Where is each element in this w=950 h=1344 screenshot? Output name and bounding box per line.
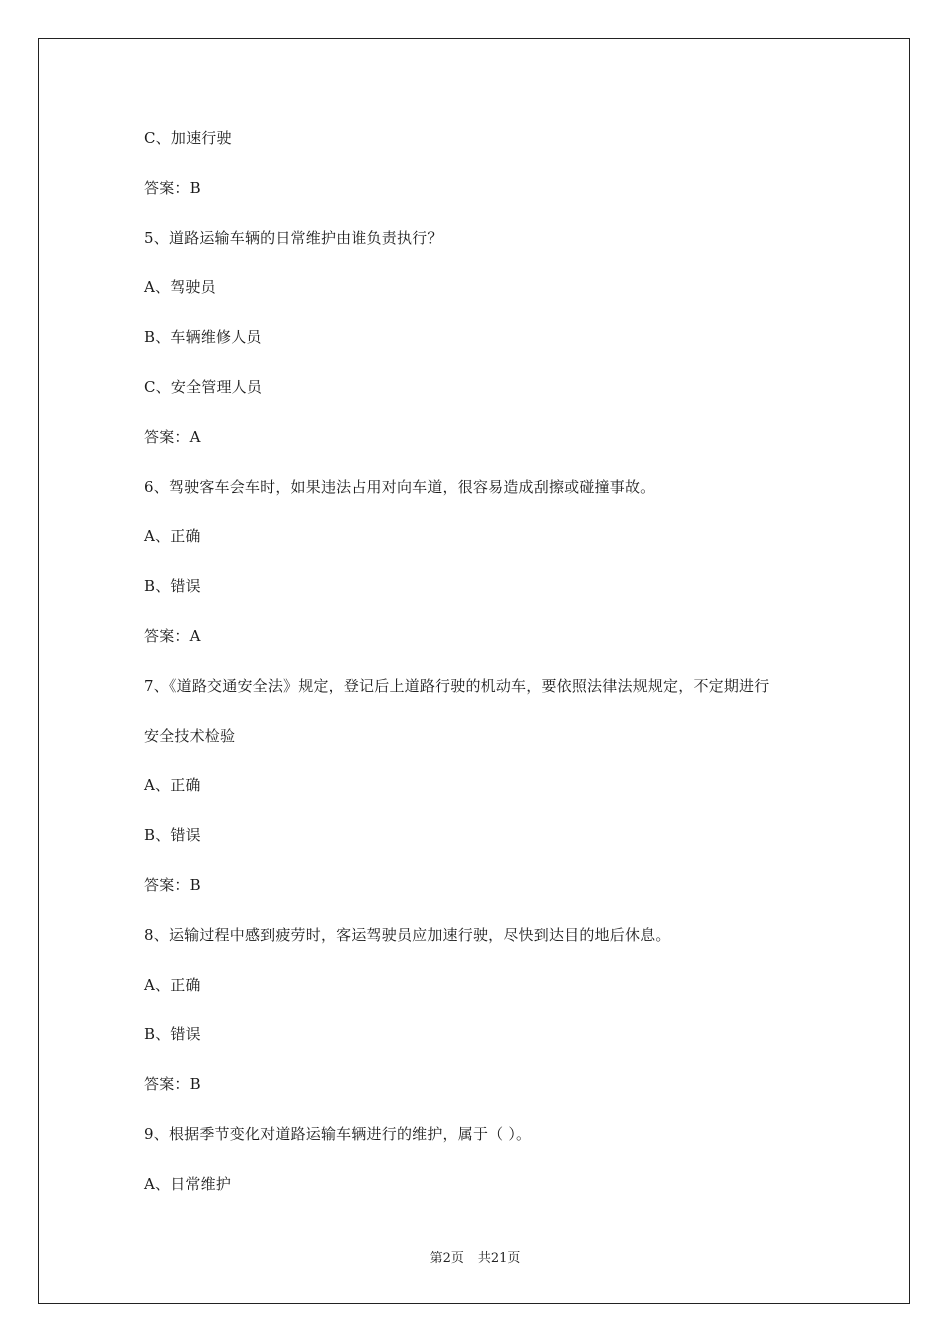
answer-q8: 答案：B (144, 1075, 201, 1094)
option-a-q6: A、正确 (144, 527, 201, 546)
option-b-q5: B、车辆维修人员 (144, 328, 262, 347)
option-c-q5: C、安全管理人员 (144, 377, 263, 396)
page-footer (0, 1247, 950, 1266)
question-7-continued: 安全技术检验 (144, 726, 236, 745)
answer-q6: 答案：A (144, 626, 201, 645)
question-7: 7、《道路交通安全法》规定，登记后上道路行驶的机动车，要依照法律法规规定，不定期进行 (144, 676, 770, 695)
question-5: 5、道路运输车辆的日常维护由谁负责执行？ (144, 228, 443, 247)
option-c-q4: C、加速行驶 (144, 129, 232, 147)
question-6: 6、驾驶客车会车时，如果违法占用对向车道，很容易造成刮擦或碰撞事故。 (144, 477, 656, 496)
answer-q5: 答案：A (144, 427, 201, 446)
option-b-q6: B、错误 (144, 577, 201, 596)
option-b-q8: B、错误 (144, 1025, 201, 1044)
page-total: 共21页 (477, 1251, 521, 1266)
answer-q4: 答案：B (144, 178, 201, 197)
option-a-q8: A、正确 (144, 975, 201, 994)
page-number: 第2页 (429, 1251, 464, 1266)
option-a-q5: A、驾驶员 (144, 278, 216, 297)
option-a-q9: A、日常维护 (144, 1174, 232, 1193)
option-a-q7: A、正确 (144, 776, 201, 795)
document-body (144, 116, 844, 1212)
option-b-q7: B、错误 (144, 826, 201, 845)
question-9: 9、根据季节变化对道路运输车辆进行的维护，属于（ ）。 (144, 1124, 532, 1143)
answer-q7: 答案：B (144, 875, 201, 894)
question-8: 8、运输过程中感到疲劳时，客运驾驶员应加速行驶，尽快到达目的地后休息。 (144, 925, 671, 944)
